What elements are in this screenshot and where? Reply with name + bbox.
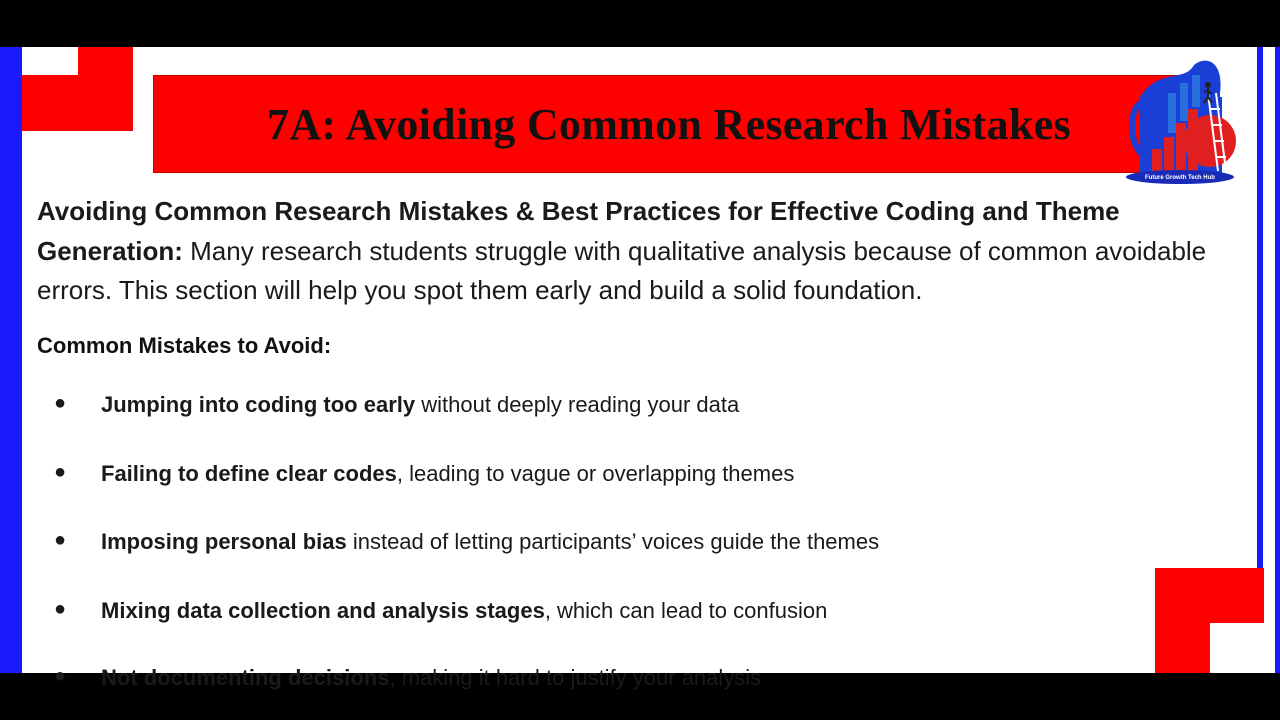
logo-caption: Future Growth Tech Hub: [1145, 175, 1215, 181]
bullet-icon: ●: [54, 529, 67, 551]
bullet-icon: ●: [54, 392, 67, 414]
title-banner: [153, 75, 1215, 173]
intro-paragraph: [37, 192, 1242, 311]
future-growth-tech-hub-logo: [1124, 53, 1236, 185]
mistake-rest: instead of letting participants’ voices guide the themes: [346, 529, 880, 554]
mistake-bold: Not documenting decisions: [101, 665, 390, 690]
left-blue-border: [0, 47, 22, 673]
intro-bold-lead: Avoiding Common Research Mistakes & Best Practices for Effective Coding and Theme Generation:: [37, 196, 1120, 266]
mistake-rest: , which can lead to confusion: [544, 598, 828, 623]
mistake-bold: Jumping into coding too early: [101, 392, 416, 417]
bullet-icon: ●: [54, 598, 67, 620]
mistake-rest: , leading to vague or overlapping themes: [396, 461, 795, 486]
slide-title: 7A: Avoiding Common Research Mistakes: [267, 99, 1071, 149]
top-left-corner-notch: [22, 47, 78, 75]
mistake-bold: Imposing personal bias: [101, 529, 347, 554]
bullet-icon: ●: [54, 461, 67, 483]
section-heading: Common Mistakes to Avoid:: [37, 333, 332, 358]
mistake-bold: Mixing data collection and analysis stages: [101, 598, 545, 623]
mistake-bold: Failing to define clear codes: [101, 461, 397, 486]
right-border-gap: [1263, 47, 1275, 673]
bottom-right-corner-notch: [1210, 623, 1264, 673]
slide: [0, 47, 1280, 690]
intro-body: Many research students struggle with qualitative analysis because of common avoidable errors. This section will help you spot them early and build a solid foundation.: [37, 235, 1207, 305]
mistake-rest: , making it hard to justify your analysis: [389, 665, 762, 690]
mistake-rest: without deeply reading your data: [415, 392, 740, 417]
bullet-icon: ●: [54, 665, 67, 687]
